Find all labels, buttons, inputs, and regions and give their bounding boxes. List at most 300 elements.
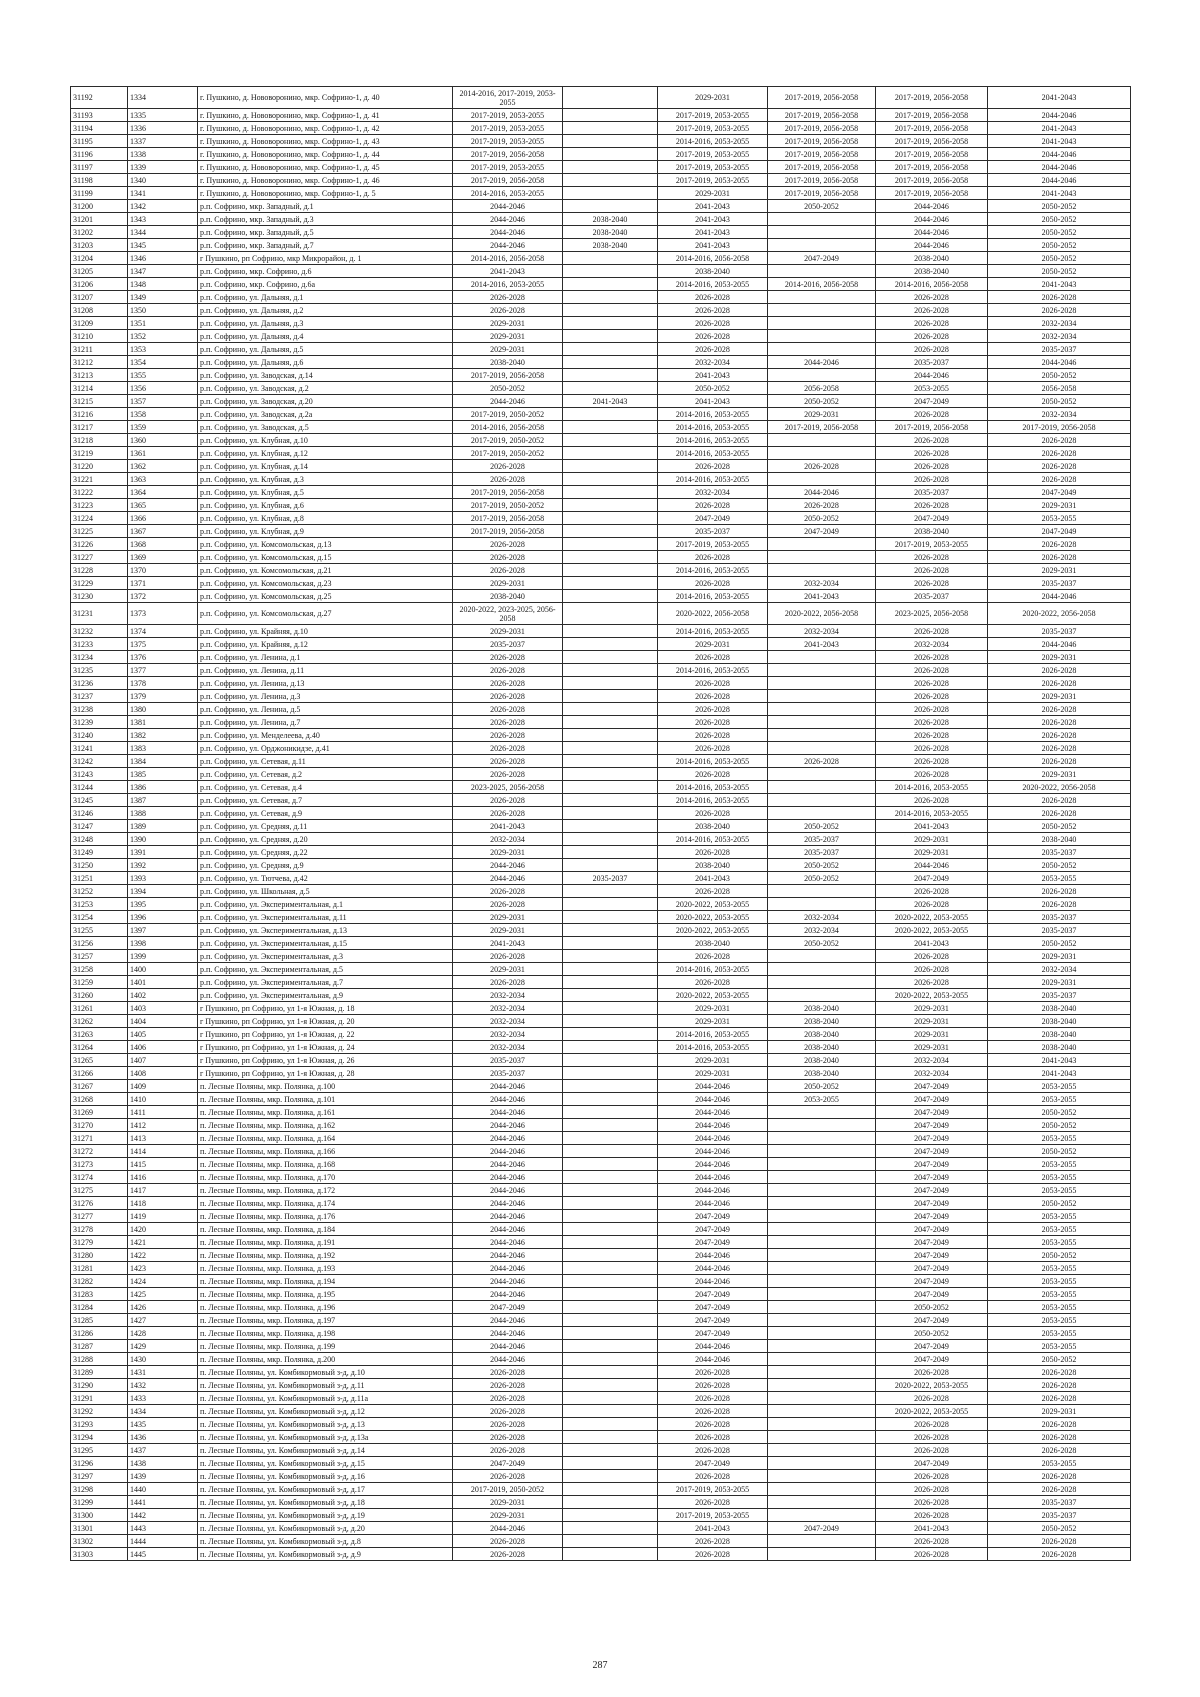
period-cell-4: 2017-2019, 2056-2058 <box>768 122 876 135</box>
table-row <box>71 1301 1131 1314</box>
row-number-cell: 1360 <box>128 434 198 447</box>
address-cell: п. Лесные Поляны, ул. Комбикормовый з-д, д.13а <box>198 1431 453 1444</box>
row-number-cell: 1438 <box>128 1457 198 1470</box>
address-cell: п. Лесные Поляны, мкр. Полянка, д.198 <box>198 1327 453 1340</box>
period-cell-1: 2050-2052 <box>453 382 563 395</box>
period-cell-2 <box>563 755 658 768</box>
period-cell-3: 2014-2016, 2053-2055 <box>658 473 768 486</box>
row-id-cell: 31246 <box>71 807 128 820</box>
row-id-cell: 31223 <box>71 499 128 512</box>
period-cell-5: 2047-2049 <box>876 1288 988 1301</box>
period-cell-5: 2026-2028 <box>876 343 988 356</box>
row-id-cell: 31288 <box>71 1353 128 1366</box>
period-cell-2 <box>563 1106 658 1119</box>
table-row <box>71 768 1131 781</box>
table-row <box>71 820 1131 833</box>
period-cell-4 <box>768 1353 876 1366</box>
row-number-cell: 1351 <box>128 317 198 330</box>
period-cell-1: 2038-2040 <box>453 590 563 603</box>
period-cell-5: 2047-2049 <box>876 1197 988 1210</box>
period-cell-1: 2023-2025, 2056-2058 <box>453 781 563 794</box>
period-cell-3: 2020-2022, 2053-2055 <box>658 911 768 924</box>
period-cell-6: 2026-2028 <box>988 551 1131 564</box>
period-cell-5: 2026-2028 <box>876 755 988 768</box>
period-cell-6: 2050-2052 <box>988 369 1131 382</box>
period-cell-5: 2029-2031 <box>876 846 988 859</box>
address-cell: г. Пушкино, д. Нововоронино, мкр. Софрино-1, д. 46 <box>198 174 453 187</box>
period-cell-2 <box>563 833 658 846</box>
period-cell-5: 2020-2022, 2053-2055 <box>876 911 988 924</box>
period-cell-4 <box>768 447 876 460</box>
period-cell-5: 2026-2028 <box>876 408 988 421</box>
row-id-cell: 31233 <box>71 638 128 651</box>
row-number-cell: 1359 <box>128 421 198 434</box>
table-row <box>71 1470 1131 1483</box>
period-cell-1: 2032-2034 <box>453 1028 563 1041</box>
period-cell-3: 2032-2034 <box>658 356 768 369</box>
period-cell-4 <box>768 1158 876 1171</box>
period-cell-3: 2017-2019, 2053-2055 <box>658 161 768 174</box>
period-cell-4: 2014-2016, 2056-2058 <box>768 278 876 291</box>
row-number-cell: 1397 <box>128 924 198 937</box>
row-id-cell: 31207 <box>71 291 128 304</box>
row-id-cell: 31286 <box>71 1327 128 1340</box>
period-cell-1: 2026-2028 <box>453 651 563 664</box>
period-cell-1: 2032-2034 <box>453 1041 563 1054</box>
address-cell: р.п. Софрино, ул. Экспериментальная, д.3 <box>198 950 453 963</box>
period-cell-3: 2014-2016, 2053-2055 <box>658 781 768 794</box>
period-cell-3: 2017-2019, 2053-2055 <box>658 1483 768 1496</box>
row-id-cell: 31251 <box>71 872 128 885</box>
address-cell: р.п. Софрино, ул. Клубная, д.9 <box>198 525 453 538</box>
period-cell-6: 2029-2031 <box>988 1405 1131 1418</box>
period-cell-1: 2017-2019, 2053-2055 <box>453 122 563 135</box>
period-cell-2 <box>563 343 658 356</box>
period-cell-6: 2053-2055 <box>988 1158 1131 1171</box>
period-cell-5: 2047-2049 <box>876 1457 988 1470</box>
row-id-cell: 31298 <box>71 1483 128 1496</box>
period-cell-4: 2026-2028 <box>768 755 876 768</box>
period-cell-6: 2050-2052 <box>988 265 1131 278</box>
period-cell-3: 2047-2049 <box>658 1288 768 1301</box>
period-cell-4 <box>768 538 876 551</box>
period-cell-3: 2026-2028 <box>658 677 768 690</box>
period-cell-1: 2044-2046 <box>453 1236 563 1249</box>
period-cell-5: 2038-2040 <box>876 252 988 265</box>
row-number-cell: 1394 <box>128 885 198 898</box>
period-cell-3: 2044-2046 <box>658 1145 768 1158</box>
period-cell-6: 2041-2043 <box>988 187 1131 200</box>
period-cell-6: 2026-2028 <box>988 1392 1131 1405</box>
period-cell-2 <box>563 625 658 638</box>
period-cell-2 <box>563 1054 658 1067</box>
period-cell-1: 2026-2028 <box>453 742 563 755</box>
period-cell-2 <box>563 729 658 742</box>
period-cell-5: 2020-2022, 2053-2055 <box>876 989 988 1002</box>
period-cell-3: 2035-2037 <box>658 525 768 538</box>
row-id-cell: 31230 <box>71 590 128 603</box>
period-cell-6: 2026-2028 <box>988 538 1131 551</box>
table-row <box>71 1106 1131 1119</box>
row-id-cell: 31214 <box>71 382 128 395</box>
period-cell-4: 2017-2019, 2056-2058 <box>768 148 876 161</box>
period-cell-6: 2041-2043 <box>988 122 1131 135</box>
period-cell-4 <box>768 1483 876 1496</box>
period-cell-6: 2041-2043 <box>988 87 1131 109</box>
period-cell-4 <box>768 1340 876 1353</box>
period-cell-6: 2035-2037 <box>988 577 1131 590</box>
period-cell-1: 2038-2040 <box>453 356 563 369</box>
table-row <box>71 1327 1131 1340</box>
period-cell-3: 2026-2028 <box>658 460 768 473</box>
address-cell: р.п. Софрино, ул. Ленина, д.5 <box>198 703 453 716</box>
table-row <box>71 794 1131 807</box>
row-number-cell: 1382 <box>128 729 198 742</box>
period-cell-4 <box>768 1171 876 1184</box>
table-row <box>71 447 1131 460</box>
address-cell: р.п. Софрино, ул. Дальняя, д.5 <box>198 343 453 356</box>
period-cell-2 <box>563 989 658 1002</box>
period-cell-5: 2047-2049 <box>876 1275 988 1288</box>
period-cell-4 <box>768 898 876 911</box>
period-cell-1: 2026-2028 <box>453 768 563 781</box>
period-cell-4: 2026-2028 <box>768 499 876 512</box>
period-cell-6: 2035-2037 <box>988 1509 1131 1522</box>
row-id-cell: 31210 <box>71 330 128 343</box>
period-cell-1: 2029-2031 <box>453 1496 563 1509</box>
period-cell-5: 2047-2049 <box>876 872 988 885</box>
address-cell: р.п. Софрино, ул. Дальняя, д.1 <box>198 291 453 304</box>
period-cell-6: 2053-2055 <box>988 1093 1131 1106</box>
address-cell: р.п. Софрино, ул. Сетевая, д.7 <box>198 794 453 807</box>
period-cell-6: 2038-2040 <box>988 1028 1131 1041</box>
period-cell-3: 2026-2028 <box>658 304 768 317</box>
row-number-cell: 1445 <box>128 1548 198 1561</box>
period-cell-2 <box>563 109 658 122</box>
period-cell-2 <box>563 382 658 395</box>
period-cell-3: 2047-2049 <box>658 1236 768 1249</box>
table-row <box>71 677 1131 690</box>
period-cell-3: 2014-2016, 2053-2055 <box>658 447 768 460</box>
period-cell-6: 2053-2055 <box>988 1210 1131 1223</box>
period-cell-6: 2026-2028 <box>988 1366 1131 1379</box>
table-row <box>71 460 1131 473</box>
address-cell: р.п. Софрино, ул. Комсомольская, д.25 <box>198 590 453 603</box>
period-cell-2 <box>563 291 658 304</box>
period-cell-2 <box>563 1314 658 1327</box>
row-number-cell: 1442 <box>128 1509 198 1522</box>
period-cell-3: 2026-2028 <box>658 551 768 564</box>
row-number-cell: 1416 <box>128 1171 198 1184</box>
period-cell-4: 2050-2052 <box>768 1080 876 1093</box>
period-cell-3: 2026-2028 <box>658 317 768 330</box>
table-row <box>71 421 1131 434</box>
period-cell-2 <box>563 148 658 161</box>
period-cell-4 <box>768 1106 876 1119</box>
period-cell-2 <box>563 1132 658 1145</box>
period-cell-1: 2026-2028 <box>453 1392 563 1405</box>
period-cell-6: 2050-2052 <box>988 395 1131 408</box>
row-number-cell: 1335 <box>128 109 198 122</box>
table-row <box>71 664 1131 677</box>
period-cell-3: 2020-2022, 2053-2055 <box>658 924 768 937</box>
row-id-cell: 31218 <box>71 434 128 447</box>
address-cell: р.п. Софрино, ул. Средняя, д.11 <box>198 820 453 833</box>
address-cell: п. Лесные Поляны, ул. Комбикормовый з-д, д.17 <box>198 1483 453 1496</box>
period-cell-4: 2038-2040 <box>768 1028 876 1041</box>
row-id-cell: 31202 <box>71 226 128 239</box>
period-cell-6: 2035-2037 <box>988 911 1131 924</box>
row-number-cell: 1344 <box>128 226 198 239</box>
period-cell-6: 2032-2034 <box>988 408 1131 421</box>
table-row <box>71 265 1131 278</box>
period-cell-6: 2029-2031 <box>988 690 1131 703</box>
period-cell-6: 2050-2052 <box>988 1522 1131 1535</box>
period-cell-6: 2029-2031 <box>988 651 1131 664</box>
address-cell: р.п. Софрино, ул. Клубная, д.5 <box>198 486 453 499</box>
address-cell: р.п. Софрино, мкр. Западный, д.7 <box>198 239 453 252</box>
period-cell-3: 2029-2031 <box>658 187 768 200</box>
row-id-cell: 31249 <box>71 846 128 859</box>
table-row <box>71 291 1131 304</box>
period-cell-1: 2044-2046 <box>453 239 563 252</box>
period-cell-1: 2017-2019, 2050-2052 <box>453 447 563 460</box>
period-cell-3: 2050-2052 <box>658 382 768 395</box>
period-cell-2 <box>563 820 658 833</box>
period-cell-2 <box>563 460 658 473</box>
table-row <box>71 1067 1131 1080</box>
row-number-cell: 1338 <box>128 148 198 161</box>
period-cell-3: 2026-2028 <box>658 768 768 781</box>
table-row <box>71 989 1131 1002</box>
period-cell-2 <box>563 1223 658 1236</box>
period-cell-6: 2044-2046 <box>988 109 1131 122</box>
period-cell-3: 2026-2028 <box>658 291 768 304</box>
table-row <box>71 950 1131 963</box>
row-number-cell: 1355 <box>128 369 198 382</box>
period-cell-3: 2041-2043 <box>658 395 768 408</box>
period-cell-5: 2017-2019, 2056-2058 <box>876 187 988 200</box>
period-cell-4: 2053-2055 <box>768 1093 876 1106</box>
period-cell-2 <box>563 1015 658 1028</box>
period-cell-5: 2026-2028 <box>876 716 988 729</box>
period-cell-5: 2017-2019, 2056-2058 <box>876 174 988 187</box>
period-cell-4: 2038-2040 <box>768 1067 876 1080</box>
period-cell-4 <box>768 317 876 330</box>
address-cell: р.п. Софрино, мкр. Западный, д.3 <box>198 213 453 226</box>
row-id-cell: 31206 <box>71 278 128 291</box>
period-cell-5: 2044-2046 <box>876 369 988 382</box>
period-cell-2 <box>563 174 658 187</box>
address-cell: п. Лесные Поляны, мкр. Полянка, д.100 <box>198 1080 453 1093</box>
period-cell-2 <box>563 135 658 148</box>
row-number-cell: 1408 <box>128 1067 198 1080</box>
period-cell-3: 2026-2028 <box>658 846 768 859</box>
period-cell-3: 2047-2049 <box>658 1301 768 1314</box>
address-cell: р.п. Софрино, ул. Менделеева, д.40 <box>198 729 453 742</box>
period-cell-6: 2026-2028 <box>988 1470 1131 1483</box>
row-id-cell: 31301 <box>71 1522 128 1535</box>
address-cell: р.п. Софрино, ул. Крайняя, д.12 <box>198 638 453 651</box>
period-cell-3: 2014-2016, 2053-2055 <box>658 408 768 421</box>
period-cell-1: 2026-2028 <box>453 1366 563 1379</box>
period-cell-4 <box>768 1444 876 1457</box>
period-cell-5: 2017-2019, 2056-2058 <box>876 421 988 434</box>
period-cell-3: 2026-2028 <box>658 976 768 989</box>
period-cell-4: 2017-2019, 2056-2058 <box>768 135 876 148</box>
period-cell-2 <box>563 794 658 807</box>
table-row <box>71 729 1131 742</box>
period-cell-5: 2020-2022, 2053-2055 <box>876 924 988 937</box>
address-cell: п. Лесные Поляны, мкр. Полянка, д.161 <box>198 1106 453 1119</box>
period-cell-1: 2026-2028 <box>453 460 563 473</box>
row-number-cell: 1393 <box>128 872 198 885</box>
row-number-cell: 1380 <box>128 703 198 716</box>
period-cell-5: 2026-2028 <box>876 976 988 989</box>
address-cell: п. Лесные Поляны, ул. Комбикормовый з-д, д.19 <box>198 1509 453 1522</box>
table-row <box>71 564 1131 577</box>
period-cell-4 <box>768 1535 876 1548</box>
period-cell-6: 2053-2055 <box>988 1184 1131 1197</box>
period-cell-5: 2026-2028 <box>876 1548 988 1561</box>
period-cell-1: 2026-2028 <box>453 677 563 690</box>
row-number-cell: 1356 <box>128 382 198 395</box>
period-cell-1: 2044-2046 <box>453 859 563 872</box>
row-number-cell: 1443 <box>128 1522 198 1535</box>
address-cell: п. Лесные Поляны, ул. Комбикормовый з-д, д.14 <box>198 1444 453 1457</box>
period-cell-3: 2041-2043 <box>658 213 768 226</box>
period-cell-6: 2038-2040 <box>988 1041 1131 1054</box>
period-cell-5: 2026-2028 <box>876 447 988 460</box>
row-id-cell: 31269 <box>71 1106 128 1119</box>
period-cell-1: 2026-2028 <box>453 291 563 304</box>
period-cell-3: 2020-2022, 2053-2055 <box>658 898 768 911</box>
row-number-cell: 1379 <box>128 690 198 703</box>
period-cell-1: 2017-2019, 2056-2058 <box>453 174 563 187</box>
period-cell-4: 2032-2034 <box>768 577 876 590</box>
row-number-cell: 1381 <box>128 716 198 729</box>
row-number-cell: 1430 <box>128 1353 198 1366</box>
period-cell-4 <box>768 291 876 304</box>
period-cell-6: 2044-2046 <box>988 148 1131 161</box>
period-cell-6: 2020-2022, 2056-2058 <box>988 781 1131 794</box>
period-cell-4: 2050-2052 <box>768 820 876 833</box>
address-cell: п. Лесные Поляны, мкр. Полянка, д.176 <box>198 1210 453 1223</box>
period-cell-1: 2044-2046 <box>453 226 563 239</box>
address-cell: р.п. Софрино, ул. Экспериментальная, д.11 <box>198 911 453 924</box>
period-cell-2 <box>563 1457 658 1470</box>
row-id-cell: 31291 <box>71 1392 128 1405</box>
row-id-cell: 31248 <box>71 833 128 846</box>
period-cell-1: 2044-2046 <box>453 1145 563 1158</box>
address-cell: п. Лесные Поляны, мкр. Полянка, д.197 <box>198 1314 453 1327</box>
row-number-cell: 1358 <box>128 408 198 421</box>
period-cell-3: 2026-2028 <box>658 690 768 703</box>
period-cell-1: 2026-2028 <box>453 1444 563 1457</box>
period-cell-5: 2017-2019, 2056-2058 <box>876 122 988 135</box>
address-cell: р.п. Софрино, мкр. Софрино, д.6 <box>198 265 453 278</box>
period-cell-2 <box>563 265 658 278</box>
period-cell-3: 2047-2049 <box>658 1327 768 1340</box>
period-cell-3: 2014-2016, 2053-2055 <box>658 590 768 603</box>
period-cell-1: 2026-2028 <box>453 473 563 486</box>
period-cell-5: 2041-2043 <box>876 937 988 950</box>
address-cell: р.п. Софрино, ул. Комсомольская, д.15 <box>198 551 453 564</box>
row-id-cell: 31226 <box>71 538 128 551</box>
row-id-cell: 31295 <box>71 1444 128 1457</box>
period-cell-3: 2026-2028 <box>658 885 768 898</box>
period-cell-6: 2044-2046 <box>988 356 1131 369</box>
period-cell-5: 2026-2028 <box>876 1509 988 1522</box>
table-row <box>71 1145 1131 1158</box>
period-cell-6: 2035-2037 <box>988 924 1131 937</box>
row-number-cell: 1339 <box>128 161 198 174</box>
row-id-cell: 31245 <box>71 794 128 807</box>
row-number-cell: 1353 <box>128 343 198 356</box>
row-number-cell: 1369 <box>128 551 198 564</box>
row-number-cell: 1436 <box>128 1431 198 1444</box>
period-cell-5: 2026-2028 <box>876 794 988 807</box>
period-cell-6: 2053-2055 <box>988 1457 1131 1470</box>
address-cell: п. Лесные Поляны, ул. Комбикормовый з-д, д.11 <box>198 1379 453 1392</box>
period-cell-4: 2032-2034 <box>768 924 876 937</box>
row-id-cell: 31243 <box>71 768 128 781</box>
row-id-cell: 31216 <box>71 408 128 421</box>
period-cell-2 <box>563 512 658 525</box>
period-cell-1: 2026-2028 <box>453 304 563 317</box>
period-cell-3: 2026-2028 <box>658 1470 768 1483</box>
period-cell-6: 2026-2028 <box>988 703 1131 716</box>
row-number-cell: 1362 <box>128 460 198 473</box>
period-cell-4 <box>768 1392 876 1405</box>
row-number-cell: 1421 <box>128 1236 198 1249</box>
row-number-cell: 1428 <box>128 1327 198 1340</box>
period-cell-5: 2047-2049 <box>876 1171 988 1184</box>
table-row <box>71 872 1131 885</box>
period-cell-6: 2044-2046 <box>988 174 1131 187</box>
period-cell-6: 2035-2037 <box>988 1496 1131 1509</box>
period-cell-5: 2026-2028 <box>876 950 988 963</box>
address-cell: р.п. Софрино, ул. Дальняя, д.4 <box>198 330 453 343</box>
period-cell-4 <box>768 729 876 742</box>
period-cell-6: 2026-2028 <box>988 434 1131 447</box>
period-cell-4: 2041-2043 <box>768 590 876 603</box>
period-cell-1: 2020-2022, 2023-2025, 2056-2058 <box>453 603 563 625</box>
period-cell-5: 2026-2028 <box>876 1444 988 1457</box>
row-number-cell: 1334 <box>128 87 198 109</box>
period-cell-3: 2017-2019, 2053-2055 <box>658 122 768 135</box>
row-id-cell: 31259 <box>71 976 128 989</box>
period-cell-2 <box>563 525 658 538</box>
table-row <box>71 963 1131 976</box>
period-cell-6: 2026-2028 <box>988 1431 1131 1444</box>
period-cell-6: 2026-2028 <box>988 755 1131 768</box>
row-id-cell: 31252 <box>71 885 128 898</box>
row-number-cell: 1423 <box>128 1262 198 1275</box>
row-number-cell: 1373 <box>128 603 198 625</box>
period-cell-4 <box>768 1223 876 1236</box>
period-cell-4 <box>768 551 876 564</box>
row-id-cell: 31224 <box>71 512 128 525</box>
period-cell-1: 2029-2031 <box>453 911 563 924</box>
table-row <box>71 135 1131 148</box>
table-row <box>71 1444 1131 1457</box>
row-id-cell: 31220 <box>71 460 128 473</box>
period-cell-6: 2026-2028 <box>988 729 1131 742</box>
period-cell-3: 2014-2016, 2056-2058 <box>658 252 768 265</box>
period-cell-4 <box>768 703 876 716</box>
table-row <box>71 651 1131 664</box>
